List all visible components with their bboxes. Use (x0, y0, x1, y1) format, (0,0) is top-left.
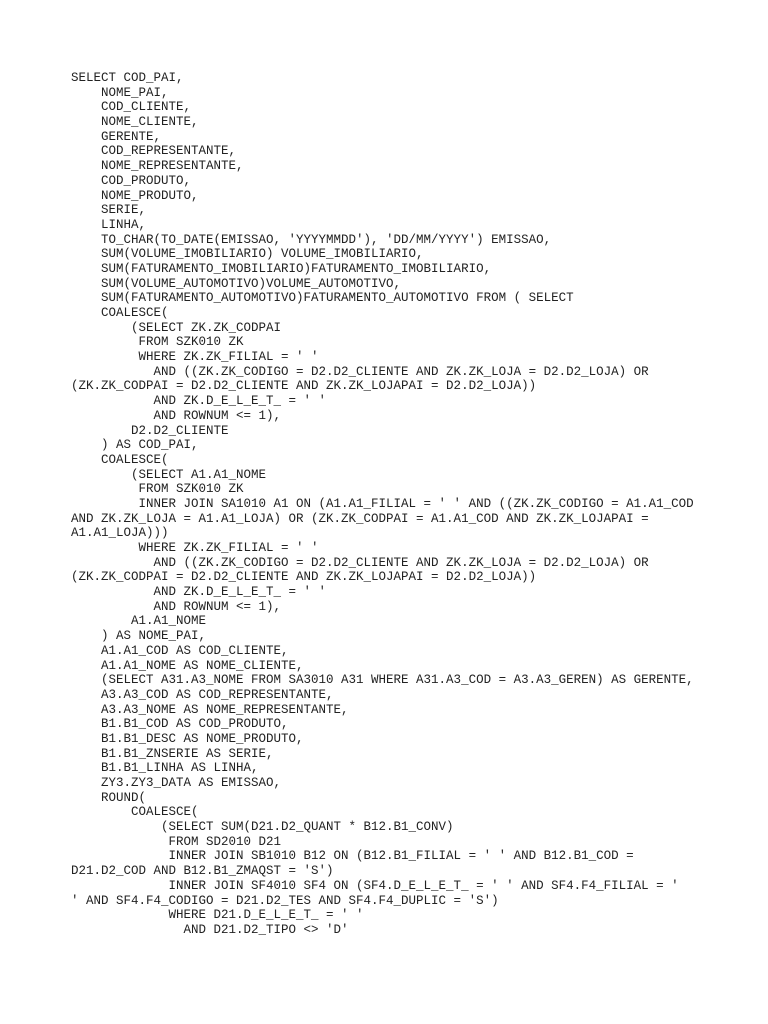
code-line: WHERE ZK.ZK_FILIAL = ' ' (71, 350, 319, 365)
code-line: A1.A1_LOJA))) (71, 526, 169, 541)
code-line: COALESCE( (71, 805, 199, 820)
code-line: AND ROWNUM <= 1), (71, 408, 282, 423)
code-line: COALESCE( (71, 306, 169, 320)
code-line: AND D21.D2_TIPO <> 'D' (71, 922, 349, 937)
code-line: SUM(FATURAMENTO_AUTOMOTIVO)FATURAMENTO_AUTOMOTIVO FROM ( SELECT (71, 291, 574, 306)
code-line: AND ZK.ZK_LOJA = A1.A1_LOJA) OR (ZK.ZK_CODPAI = A1.A1_COD AND ZK.ZK_LOJAPAI = (71, 511, 649, 526)
code-line: SUM(VOLUME_IMOBILIARIO) VOLUME_IMOBILIARIO, (71, 247, 424, 262)
sql-document (71, 71, 751, 938)
code-line: INNER JOIN SB1010 B12 ON (B12.B1_FILIAL = ' ' AND B12.B1_COD = (71, 849, 634, 864)
code-line: AND ZK.D_E_L_E_T_ = ' ' (71, 585, 327, 600)
code-line: A1.A1_NOME AS NOME_CLIENTE, (71, 658, 304, 673)
code-line: GERENTE, (71, 129, 162, 144)
code-line: (SELECT A1.A1_NOME (71, 467, 267, 482)
code-line: (ZK.ZK_CODPAI = D2.D2_CLIENTE AND ZK.ZK_LOJAPAI = D2.D2_LOJA)) (71, 379, 537, 394)
code-line: ROUND( (71, 790, 147, 805)
code-line: D2.D2_CLIENTE (71, 423, 229, 438)
code-line: ZY3.ZY3_DATA AS EMISSAO, (71, 776, 282, 790)
code-line: SUM(FATURAMENTO_IMOBILIARIO)FATURAMENTO_IMOBILIARIO, (71, 261, 492, 276)
code-line: FROM SZK010 ZK (71, 482, 244, 497)
code-line: LINHA, (71, 217, 147, 232)
code-line: A1.A1_COD AS COD_CLIENTE, (71, 643, 289, 658)
code-line: AND ZK.D_E_L_E_T_ = ' ' (71, 394, 327, 409)
code-line: B1.B1_COD AS COD_PRODUTO, (71, 717, 289, 732)
code-line: AND ((ZK.ZK_CODIGO = D2.D2_CLIENTE AND ZK.ZK_LOJA = D2.D2_LOJA) OR (71, 555, 649, 570)
code-line: B1.B1_ZNSERIE AS SERIE, (71, 746, 274, 761)
code-line: SUM(VOLUME_AUTOMOTIVO)VOLUME_AUTOMOTIVO, (71, 276, 402, 291)
code-line: ) AS COD_PAI, (71, 438, 199, 453)
code-line: WHERE D21.D_E_L_E_T_ = ' ' (71, 908, 364, 923)
code-line: ) AS NOME_PAI, (71, 629, 207, 644)
code-line: COD_REPRESENTANTE, (71, 144, 237, 159)
code-line: TO_CHAR(TO_DATE(EMISSAO, 'YYYYMMDD'), 'DD/MM/YYYY') EMISSAO, (71, 232, 552, 247)
code-line: (SELECT SUM(D21.D2_QUANT * B12.B1_CONV) (71, 820, 454, 835)
code-line: B1.B1_DESC AS NOME_PRODUTO, (71, 731, 304, 746)
code-line: B1.B1_LINHA AS LINHA, (71, 761, 259, 776)
code-line: INNER JOIN SF4010 SF4 ON (SF4.D_E_L_E_T_ = ' ' AND SF4.F4_FILIAL = ' (71, 878, 679, 893)
code-line: A3.A3_COD AS COD_REPRESENTANTE, (71, 687, 334, 702)
code-line: FROM SZK010 ZK (71, 335, 244, 350)
code-line: FROM SD2010 D21 (71, 834, 282, 849)
code-line: D21.D2_COD AND B12.B1_ZMAQST = 'S') (71, 864, 334, 879)
code-line: COD_CLIENTE, (71, 100, 192, 115)
code-line: SELECT COD_PAI, (71, 71, 184, 85)
code-line: NOME_PRODUTO, (71, 188, 199, 203)
code-line: ' AND SF4.F4_CODIGO = D21.D2_TES AND SF4.F4_DUPLIC = 'S') (71, 893, 499, 908)
code-line: (ZK.ZK_CODPAI = D2.D2_CLIENTE AND ZK.ZK_LOJAPAI = D2.D2_LOJA)) (71, 570, 537, 585)
code-line: COD_PRODUTO, (71, 173, 192, 188)
code-line: AND ((ZK.ZK_CODIGO = D2.D2_CLIENTE AND ZK.ZK_LOJA = D2.D2_LOJA) OR (71, 364, 649, 379)
code-line: NOME_CLIENTE, (71, 115, 199, 130)
code-line: WHERE ZK.ZK_FILIAL = ' ' (71, 541, 319, 555)
code-line: (SELECT ZK.ZK_CODPAI (71, 320, 282, 335)
code-line: COALESCE( (71, 452, 169, 467)
code-line: SERIE, (71, 203, 147, 218)
code-line: NOME_PAI, (71, 85, 169, 100)
code-line: AND ROWNUM <= 1), (71, 599, 282, 614)
code-line: NOME_REPRESENTANTE, (71, 159, 244, 174)
code-line: (SELECT A31.A3_NOME FROM SA3010 A31 WHERE A31.A3_COD = A3.A3_GEREN) AS GERENTE, (71, 673, 694, 688)
code-line: A1.A1_NOME (71, 614, 207, 629)
code-line: A3.A3_NOME AS NOME_REPRESENTANTE, (71, 702, 349, 717)
code-line: INNER JOIN SA1010 A1 ON (A1.A1_FILIAL = ' ' AND ((ZK.ZK_CODIGO = A1.A1_COD (71, 496, 694, 511)
